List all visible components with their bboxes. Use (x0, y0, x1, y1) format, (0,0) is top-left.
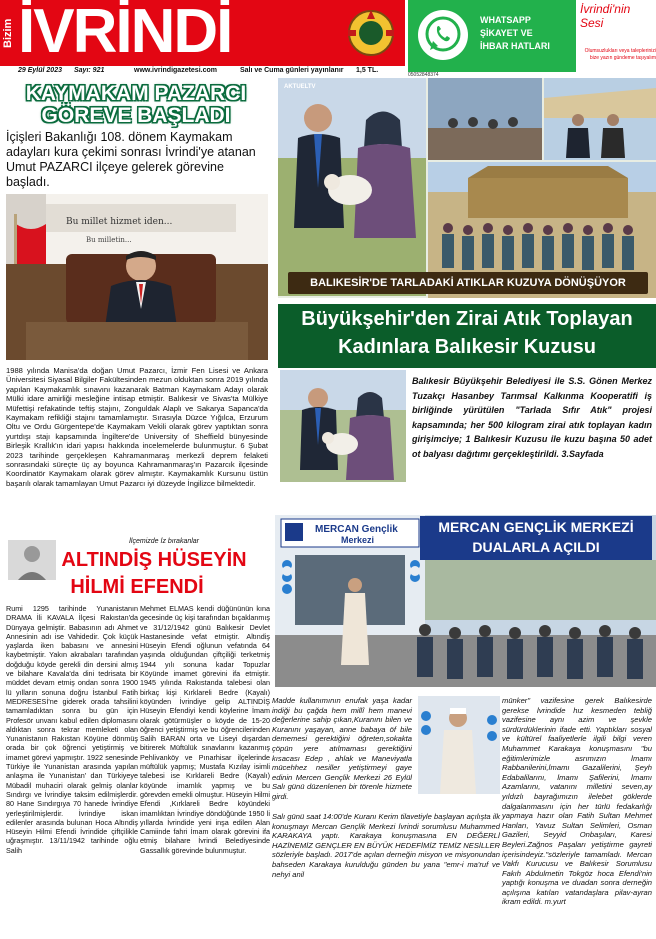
whatsapp-icon (418, 10, 468, 60)
whatsapp-title1: İvrindi'nin (580, 2, 631, 16)
website[interactable]: www.ivrindigazetesi.com (134, 67, 217, 74)
mercan-speaker-photo (418, 696, 500, 794)
photo-wall-text-1: Bu millet hizmet iden... (66, 217, 173, 227)
altindis-script-header: İlçemizde İz bırakanlar (128, 538, 200, 545)
whatsapp-note: Olumsuzlukları veya taleplerinizi bize yazın gündeme taşıyalım (584, 48, 656, 61)
kaymakam-photo (6, 194, 268, 360)
issue-date: 29 Eylül 2023 (18, 67, 62, 74)
kaymakam-headline-1: KAYMAKAM PAZARCI (25, 82, 247, 105)
whatsapp-phone[interactable]: 05052848374 (408, 72, 439, 78)
mercan-sign-1: MERCAN Gençlik (315, 524, 398, 535)
whatsapp-line1: WHATSAPP (480, 15, 531, 25)
kaymakam-headline-2: GÖREVE BAŞLADI (41, 104, 231, 127)
whatsapp-text (480, 14, 575, 53)
whatsapp-title (580, 2, 656, 30)
schedule: Salı ve Cuma günleri yayınlanır (240, 67, 344, 74)
sheep-story-photo (280, 370, 406, 482)
altindis-column-1: Rumi 1295 tarihinde Yunanistanın DRAMA İli KAVALA İlçesi Rakıstan'da Dünyaya gelmiştir. Babasının adı Ahmet Annesinin adı ise Vahidedir. Çok küçük yaşlarda iken babasını ve annesini kaybetmiştir. Yakın akrabaları tarafından doğduğu köyde gerekli din dersini almış ve bilahare Kavala'da dini tedrisata bir müddet devam etmiş ondan sonra 1900 lü yılların sonuna doğru İstanbul Fatih MEDRESESİ'ne giderek orada tahsilini tamamladıktan sonra bu gün için Profesör unvanı kabul edilen diplomasını aldıktan sonra tekrar memleketi olan Yunanistanın Rakıstan Köyüne dönmüş orada bir çok öğrenci yetiştirmiş ve imamet görevi yapmıştır. 1922 senesinde Türkiye ile Yunanistan arasında yapılan anlaşma ile Yunanistan' dan Türkiyeye Mübadil muhaciri olarak gelmiş olanlar Sındırgı ve İvrindiye taksim edilmişlerdir. 80 Hane Sındırgıya 70 hanede İvrindiye yerleştirilmişlerdir. İvrindiye iskan edilenler arasında bulunan Hoca Altındiş Hüseyin Hilmi Efendi İvrindide çiftçilikle uğraşmıştır. 13/11/1942 tarihinde oğlu Salih (6, 604, 138, 855)
altindis-headline-1: ALTINDİŞ HÜSEYİN (61, 549, 247, 571)
mercan-headline-2: DUALARLA AÇILDI (472, 539, 600, 555)
ottoman-emblem-icon (342, 4, 400, 62)
whatsapp-line3: İHBAR HATLARI (480, 41, 550, 51)
mercan-column-3: münker" vazifesine gerek Balıkesirde gerekse İvrindide hız kesmeden tebliğ vazifesine aynı azim ve şevkle sürdürdüklerinin ifade etti. Yaptıkları sosyal ve kültürel faaliyetlerle ilgili bilgi veren Muhammet Karakaya konuşmasını "bu eğitimlerimizle asrımızın İmamı Rabbanilerini,İmamı Gazalilerini, Şeyh Edabalilarını, İmamı Şafilerini, İmamı Azamlarını, vatanını milletini seven,ay yıldızlı bayrağımızın ilelebet göklerde dalgalanmasını için her türlü fedakarlığı yapmaya hazır olan Fatih Sultan Mehmet Hanları, Yavuz Sultan Selimleri, Osman Gazileri, Seyyid Onbaşıları, Karesi Beyleri.Zağnos Paşaları yetiştirme gayreti içerisindeyiz."sözleriyle tamamladı. Mercan Vakfı Kurucusu ve Balıkesir Sorumlusu Fakıh Abdulmetin Tokgöz hoca Efendi'nin yaptığı konuşma ve duadan sonra derneğin açılışına katılan vatandaşlara pilav-ayran ikram edildi. m.yurt (502, 696, 652, 907)
kaymakam-lead: İçişleri Bakanlığı 108. dönem Kaymakam adayları kura çekimi sonrası İvrindi'ye atanan Umut PAZARCI ilçeye gelerek görevine başladı. (6, 130, 256, 189)
masthead-logo: İVRİNDİ (18, 0, 232, 66)
mercan-column-2: Salı günü saat 14:00'de Kuranı Kerim tilavetiyle başlayan açılışta ilk konuşmayı Mercan Gençlik Merkezi İvrindi sorumlusu Muhammed KARAKAYA yaptı. Karakaya konuşmasına EN DEĞERLİ HAZİNEMİZ GENÇLER EN BÜYÜK HEDEFİMİZ TEMİZ NESİLLER sözleriyle başladı. 2017'de açılan derneğin misyon ve misyonundan bahseden Karakaya kurulduğu günden bu yana "emr-i ma'ruf ve nehyi anil (272, 812, 500, 879)
issue-number: Sayı: 921 (74, 67, 105, 74)
sheep-photo-collage (278, 78, 656, 298)
info-bar (0, 66, 405, 78)
sheep-story-body: Balıkesir Büyükşehir Belediyesi ile S.S. Gönen Merkez Tuzakçı Hasanbey Tarımsal Kalkınma Kooperatifi iş birliğinde yürütülen "Tarlada Sıfır Atık" projesi kapsamında; her 500 kilogram zirai atık toplayan kadın girişimciye; 1 Balıkesir Kuzusu ile kuzu başına 50 adet ot balyası dağıtımı gerçekleştirildi. 3.Sayfada (412, 376, 652, 459)
mercan-sign-2: Merkezi (341, 535, 375, 545)
aktuel-tv-badge: AKTUELTV (284, 84, 316, 90)
mercan-headline-1: MERCAN GENÇLİK MERKEZİ (438, 519, 634, 535)
altindis-headline-2: HİLMİ EFENDİ (70, 576, 204, 598)
sheep-headline-1: Büyükşehir'den Zirai Atık Toplayan (301, 308, 633, 330)
kaymakam-body: 1988 yılında Manisa'da doğan Umut Pazarcı, İzmir Fen Lisesi ve Ankara Üniversitesi Siyasal Bilgiler Fakültesinden mezun olduktan sonra 2019 yılında yapılan Kaymakamlık sınavını kazanarak Batman Kaymakam Adayı olarak Mülki idare amirliği mesleğine intisap etmiştir. Balıkesir ve Sivas'ta Mülkiye Müfettişi refakatinde teftiş stajını, Zonguldak Alaplı ve Sakarya Sapanca'da Kaymakam refikliği stajını tamamlamıştır. Sırasıyla Düzce Yığılca, Erzurum Oltu ve Ordu Gürgentepe'de Kaymakam Vekili olarak görev yaptıktan sonra yurtdışı stajı kapsamında İngiltere'de University of Sheffield bünyesinde Birleşik Krallık'ın idari yapısı hakkında incelemelerde bulunmuştur. 6 Şubat 2023 tarihinde gerçekleşen Kahramanmaraş merkezli deprem felaketi sonrasındaki süreçte üç ay boyunca Kahramanmaraş'ın Pazarcık ilçesinde Koordinatör Kaymakam olarak görev almıştır. Kaymakamlık Kursunu üstün başarılı olarak tamamlayan Umut Pazarcı iyi düzeyde İngilizce bilmektedir. (6, 366, 268, 488)
price: 1,5 TL. (356, 67, 379, 74)
mercan-column-1: Madde kullanımının enufak yaşa kadar indiği bu çağda hem millî hem manevi değerlerine sahip çıkan,Kuranını bilen ve Kuranını yaşayan, anne babaya öf bile dememesi gerektiğini öğreten,sokakta çöpün yere atılmaması gerektiğini kısacası Edep , ahlak ve Maneviyatla mücehhez nesiller yetiştirmeyi gaye edinin Mercen Gençlik Merkezi 26 Eylül Salı günü düzenlenen bir törenle hizmete girdi. (272, 696, 412, 801)
sheep-photo-caption: BALIKESİR'DE TARLADAKİ ATIKLAR KUZUYA DÖNÜŞÜYOR (288, 272, 648, 294)
sheep-headline-2: Kadınlara Balıkesir Kuzusu (338, 336, 596, 358)
whatsapp-line2: ŞİKAYET VE (480, 28, 533, 38)
whatsapp-title2: Sesi (580, 16, 604, 30)
masthead-bizim: Bizim (2, 18, 14, 49)
photo-wall-text-2: Bu milletin... (86, 236, 132, 244)
altindis-column-2: Mehmet ELMAS kendi düğününün kına gecesinde üç kişi tarafından bıçaklanmış ve 31/12/1942 günü Balıkesir Devlet Hastanesinde vefat etmiştir. Altındiş Hüseyin Efendi oğlunun vefatında 64 yaşında olduğundan çiftçiliği terketmiş 1944 yılı sonuna kadar Topuzlar Köyünde imamet görevini ifa etmiştir. 1945 yılında Rakıstanda talebesi olan birkaç kişi Kırklareli Bedre (Kayalı) köyünden İvrindiye gelip ALTINDİŞ Hüseyin Efendiyi kendi köylerine İmam olarak götürmüşler o köyde de 15-20 öğrenci yetiştirmiş ve bu öğrencilerinden Salih BARAN orta ve Liseyi dışardan bitirerek Müftülük sınavlarını kazanmış Pehlivanköy ve Pınarhisar ilçelerinde müftülük yapmış; Mustafa Kızılay isimli talebesi ise Kırklareli Bedre (Kayalı) köyünde imamlık yapmış ve bu görevden emekli olmuştur. Hüseyin Hilmi Efendi ,Kırklareli Bedre köyündeki imamlıktan İvrindiye döndüğünde 1950 li yıllarda İvrindide yeni inşa edilen Alan Camiinde fahri İmam olarak görevini ifa etmiş bilahare İvrindi Belediyesinde Gassallık görevinde bulunmuştur. (140, 604, 270, 855)
